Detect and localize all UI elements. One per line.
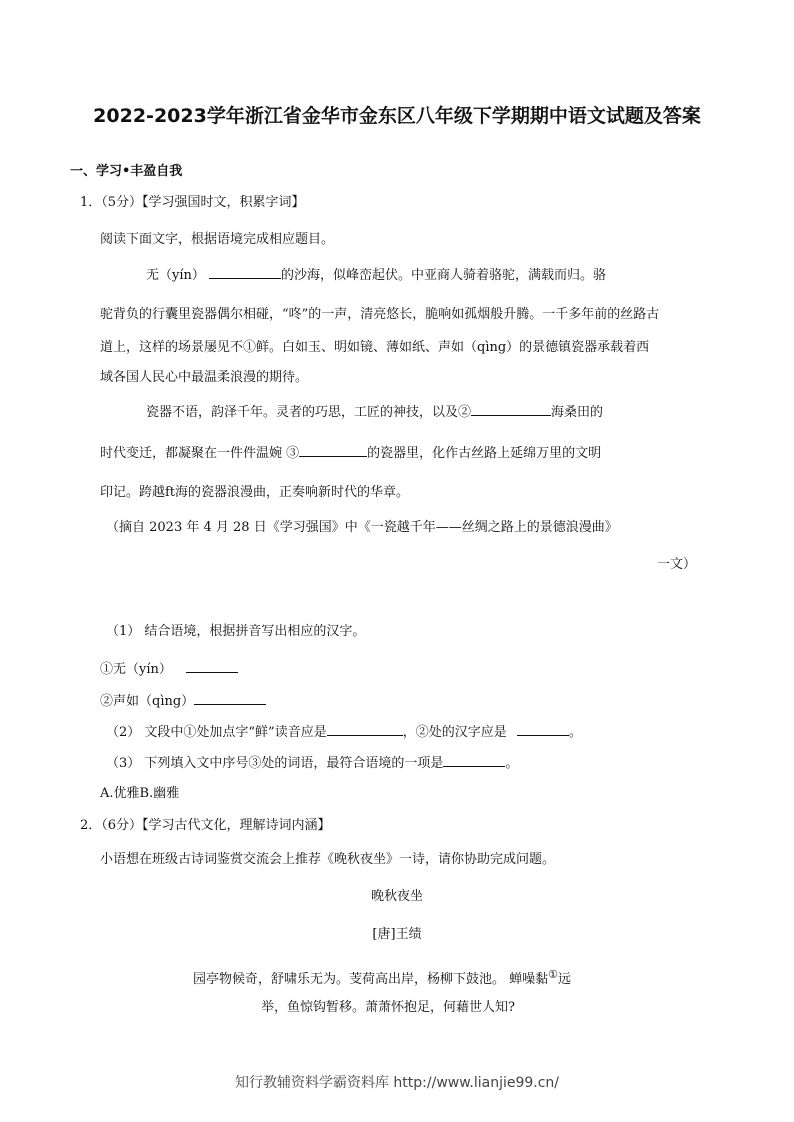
passage-paragraph-1-line-2: 驼背负的行囊里瓷器偶尔相碰，“咚”的一声，清亮悠长，脆响如孤烟般升腾。一千多年前的丝路古 (100, 307, 660, 322)
subquestion-text: （2） 文段中①处加点字“鲜”读音应是 (106, 725, 327, 740)
subquestion-1-b (100, 692, 266, 710)
question-2-intro: 小语想在班级古诗词鉴赏交流会上推荐《晚秋夜坐》一诗，请你协助完成问题。 (100, 852, 556, 867)
poem-title: 晚秋夜坐 (370, 889, 423, 904)
passage-paragraph-1-line-3: 道上，这样的场景屡见不①鲜。白如玉、明如镜、薄如纸、声如（qìng）的景德镇瓷器承载着西 (100, 340, 650, 355)
subquestion-text: ②声如（qìng） (100, 694, 195, 709)
fill-blank[interactable] (299, 444, 367, 457)
subquestion-text: （3） 下列填入文中序号③处的词语，最符合语境的一项是 (106, 756, 444, 771)
subquestion-text: ，②处的汉字应是 (402, 725, 507, 740)
passage-text: 瓷器不语，韵泽千年。灵者的巧思，工匠的神技，以及② (146, 405, 472, 420)
passage-text: 无（yín） (146, 268, 205, 283)
answer-blank[interactable] (186, 660, 238, 673)
page-footer-watermark: 知行教辅资料学霸资料库 http://www.lianjie99.cn/ (234, 1075, 560, 1091)
poem-author: [唐]王绩 (372, 927, 422, 942)
fill-blank[interactable] (471, 403, 551, 416)
poem-line-2: 举，鱼惊钩暂移。萧萧怀抱足，何藉世人知? (261, 1000, 515, 1015)
subquestion-1-a (100, 660, 238, 678)
subquestion-text: 。 (505, 756, 519, 771)
passage-paragraph-2-line-1 (146, 403, 603, 421)
fill-blank[interactable] (209, 266, 281, 279)
document-title: 2022-2023学年浙江省金华市金东区八年级下学期期中语文试题及答案 (93, 105, 701, 127)
passage-text: 时代变迁，都凝聚在一件件温婉 ③ (100, 446, 300, 461)
question-1-instruction: 阅读下面文字，根据语境完成相应题目。 (100, 232, 335, 247)
subquestion-1: （1） 结合语境，根据拼音写出相应的汉字。 (106, 624, 366, 639)
answer-options: A.优雅B.幽雅 (100, 786, 180, 801)
question-2-header: 2．（6分）【学习古代文化，理解诗词内涵】 (80, 818, 331, 833)
passage-text: 的瓷器里，化作古丝路上延绵万里的文明 (367, 446, 602, 461)
question-1-header: 1．（5分）【学习强国时文，积累字词】 (80, 195, 305, 210)
passage-source-line-2: 一文） (657, 557, 697, 572)
section-heading: 一、学习•丰盈自我 (70, 164, 183, 179)
subquestion-3 (106, 754, 518, 772)
poem-text: 远 (558, 972, 572, 987)
passage-paragraph-2-line-3: 印记。跨越ft海的瓷器浪漫曲，正奏响新时代的华章。 (100, 485, 410, 500)
subquestion-text: 。 (568, 725, 582, 740)
answer-blank[interactable] (194, 692, 266, 705)
passage-paragraph-1-line-1 (146, 266, 606, 284)
poem-text: 园亭物候奇，舒啸乐无为。芰荷高出岸，杨柳下鼓池。 蝉噪黏 (193, 972, 549, 987)
passage-source-line-1: （摘自 2023 年 4 月 28 日《学习强国》中《一瓷越千年——丝绸之路上的景德浪漫曲》 (106, 520, 618, 535)
subquestion-2 (106, 723, 582, 741)
answer-blank[interactable] (443, 754, 505, 767)
passage-text: 海桑田的 (551, 405, 604, 420)
passage-paragraph-2-line-2 (100, 444, 601, 462)
answer-blank[interactable] (517, 723, 569, 736)
passage-text: 的沙海，似峰峦起伏。中亚商人骑着骆驼，满载而归。骆 (281, 268, 607, 283)
subquestion-text: ①无（yín） (100, 662, 172, 677)
footnote-marker: ① (548, 968, 559, 981)
answer-blank[interactable] (327, 723, 403, 736)
poem-line-1 (193, 967, 571, 988)
passage-paragraph-1-line-4: 域各国人民心中最温柔浪漫的期待。 (100, 370, 309, 385)
